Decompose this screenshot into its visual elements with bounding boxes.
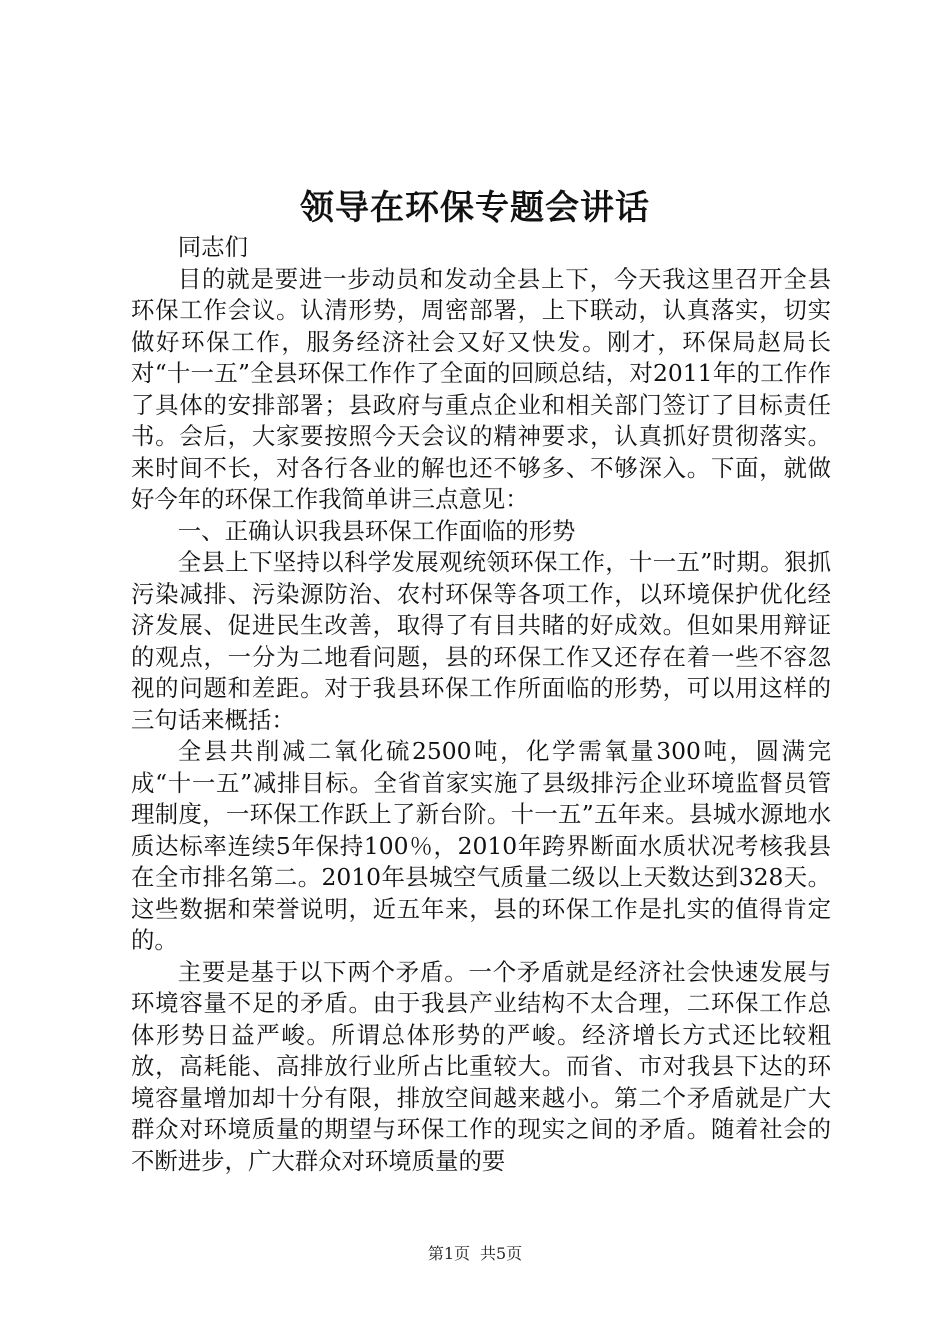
paragraph-situation: 全县上下坚持以科学发展观统领环保工作，十一五”时期。狠抓污染减排、污染源防治、农村环保等各项工作，以环境保护优化经济发展、促进民生改善，取得了有目共睹的好成效。但如果用辩证的观点，一分为二地看问题，县的环保工作又还存在着一些不容忽视的问题和差距。对于我县环保工作所面临的形势，可以用这样的三句话来概括： (131, 548, 831, 734)
document-title: 领导在环保专题会讲话 (300, 188, 650, 228)
document-body (131, 232, 831, 1177)
paragraph-achievements: 全县共削减二氧化硫2500吨，化学需氧量300吨，圆满完成“十一五”减排目标。全省首家实施了县级排污企业环境监督员管理制度，一环保工作跃上了新台阶。十一五”五年来。县城水源地水质达标率连续5年保持100％，2010年跨界断面水质状况考核我县在全市排名第二。2010年县城空气质量二级以上天数达到328天。这些数据和荣誉说明，近五年来，县的环保工作是扎实的值得肯定的。 (131, 737, 831, 954)
paragraph-salutation: 同志们 (177, 233, 248, 261)
page-number: 第1页 (427, 1244, 470, 1263)
paragraph-contradictions: 主要是基于以下两个矛盾。一个矛盾就是经济社会快速发展与环境容量不足的矛盾。由于我县产业结构不太合理，二环保工作总体形势日益严峻。所谓总体形势的严峻。经济增长方式还比较粗放，高耗能、高排放行业所占比重较大。而省、市对我县下达的环境容量增加却十分有限，排放空间越来越小。第二个矛盾就是广大群众对环境质量的期望与环保工作的现实之间的矛盾。随着社会的不断进步，广大群众对环境质量的要 (131, 957, 831, 1175)
section-heading: 一、正确认识我县环保工作面临的形势 (177, 516, 576, 545)
page-total: 共5页 (480, 1244, 523, 1263)
page-footer (0, 1243, 950, 1265)
paragraph-opening: 目的就是要进一步动员和发动全县上下，今天我这里召开全县环保工作会议。认清形势，周密部署，上下联动，认真落实，切实做好环保工作，服务经济社会又好又快发。刚才，环保局赵局长对“十一五”全县环保工作作了全面的回顾总结，对2011年的工作作了具体的安排部署；县政府与重点企业和相关部门签订了目标责任书。会后，大家要按照今天会议的精神要求，认真抓好贯彻落实。来时间不长，对各行各业的解也还不够多、不够深入。下面，就做好今年的环保工作我简单讲三点意见： (131, 264, 831, 513)
